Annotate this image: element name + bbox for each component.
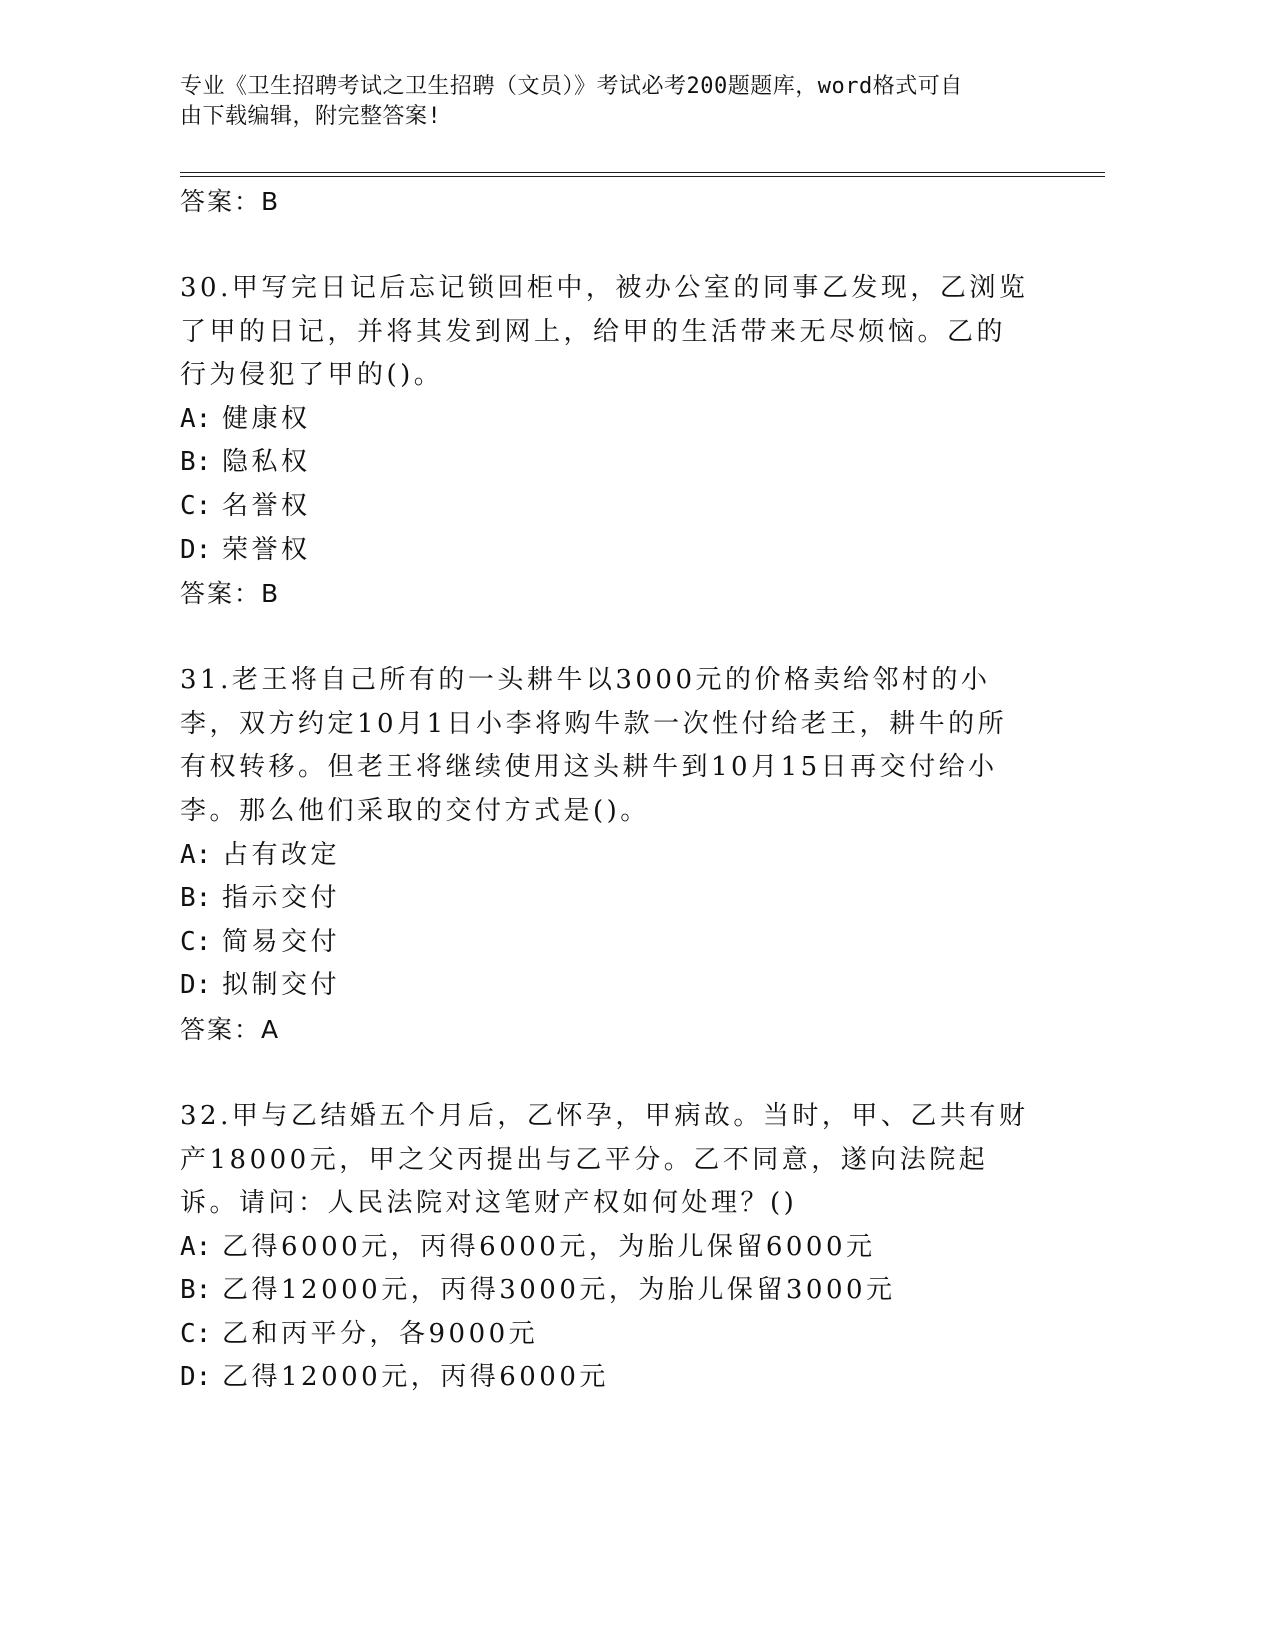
option-text: 占有改定 [222,839,341,870]
option-item [180,1226,1030,1270]
question-stem: 30.甲写完日记后忘记锁回柜中，被办公室的同事乙发现，乙浏览了甲的日记，并将其发到网上，给甲的生活带来无尽烦恼。乙的行为侵犯了甲的()。 [180,273,1029,391]
option-item [180,877,1030,921]
option-letter: B: [180,1275,212,1306]
option-letter: D: [180,970,212,1001]
option-item [180,1313,1030,1357]
option-item [180,1269,1030,1313]
option-letter: D: [180,1362,212,1393]
document-header [180,72,1040,132]
option-text: 乙得6000元，丙得6000元，为胎儿保留6000元 [222,1231,876,1262]
option-item [180,441,1030,485]
option-item [180,529,1030,573]
header-line-2: 由下载编辑，附完整答案! [180,104,442,129]
option-letter: C: [180,926,212,957]
answer-line: 答案：B [180,579,281,609]
option-letter: B: [180,883,212,914]
option-text: 乙得12000元，丙得3000元，为胎儿保留3000元 [222,1275,896,1306]
answer-line: 答案：A [180,1014,281,1044]
question-stem: 31.老王将自己所有的一头耕牛以3000元的价格卖给邻村的小李，双方约定10月1日小李将购牛款一次性付给老王，耕牛的所有权转移。但老王将继续使用这头耕牛到10月15日再交付给小李。那么他们采取的交付方式是()。 [180,665,1008,826]
option-text: 拟制交付 [222,970,341,1001]
option-letter: B: [180,447,212,478]
question-stem: 32.甲与乙结婚五个月后，乙怀孕，甲病故。当时，甲、乙共有财产18000元，甲之父丙提出与乙平分。乙不同意，遂向法院起诉。请问：人民法院对这笔财产权如何处理？() [180,1100,1029,1219]
option-item [180,834,1030,878]
option-letter: A: [180,1231,212,1262]
option-text: 简易交付 [222,926,341,957]
option-text: 名誉权 [222,490,311,521]
document-body [180,180,1030,1400]
header-line-1: 专业《卫生招聘考试之卫生招聘（文员）》考试必考200题题库，word格式可自 [180,74,963,99]
header-divider [180,172,1105,177]
option-text: 隐私权 [222,447,311,478]
option-item [180,964,1030,1008]
option-letter: D: [180,534,212,565]
option-item [180,485,1030,529]
option-text: 健康权 [222,403,311,434]
option-text: 荣誉权 [222,534,311,565]
option-item [180,921,1030,965]
option-letter: C: [180,490,212,521]
option-letter: A: [180,839,212,870]
option-item [180,398,1030,442]
option-text: 指示交付 [222,883,341,914]
option-text: 乙得12000元，丙得6000元 [222,1362,609,1393]
option-letter: C: [180,1318,212,1349]
answer-line: 答案：B [180,187,281,216]
option-item [180,1356,1030,1400]
option-letter: A: [180,403,212,434]
option-text: 乙和丙平分，各9000元 [222,1318,539,1349]
